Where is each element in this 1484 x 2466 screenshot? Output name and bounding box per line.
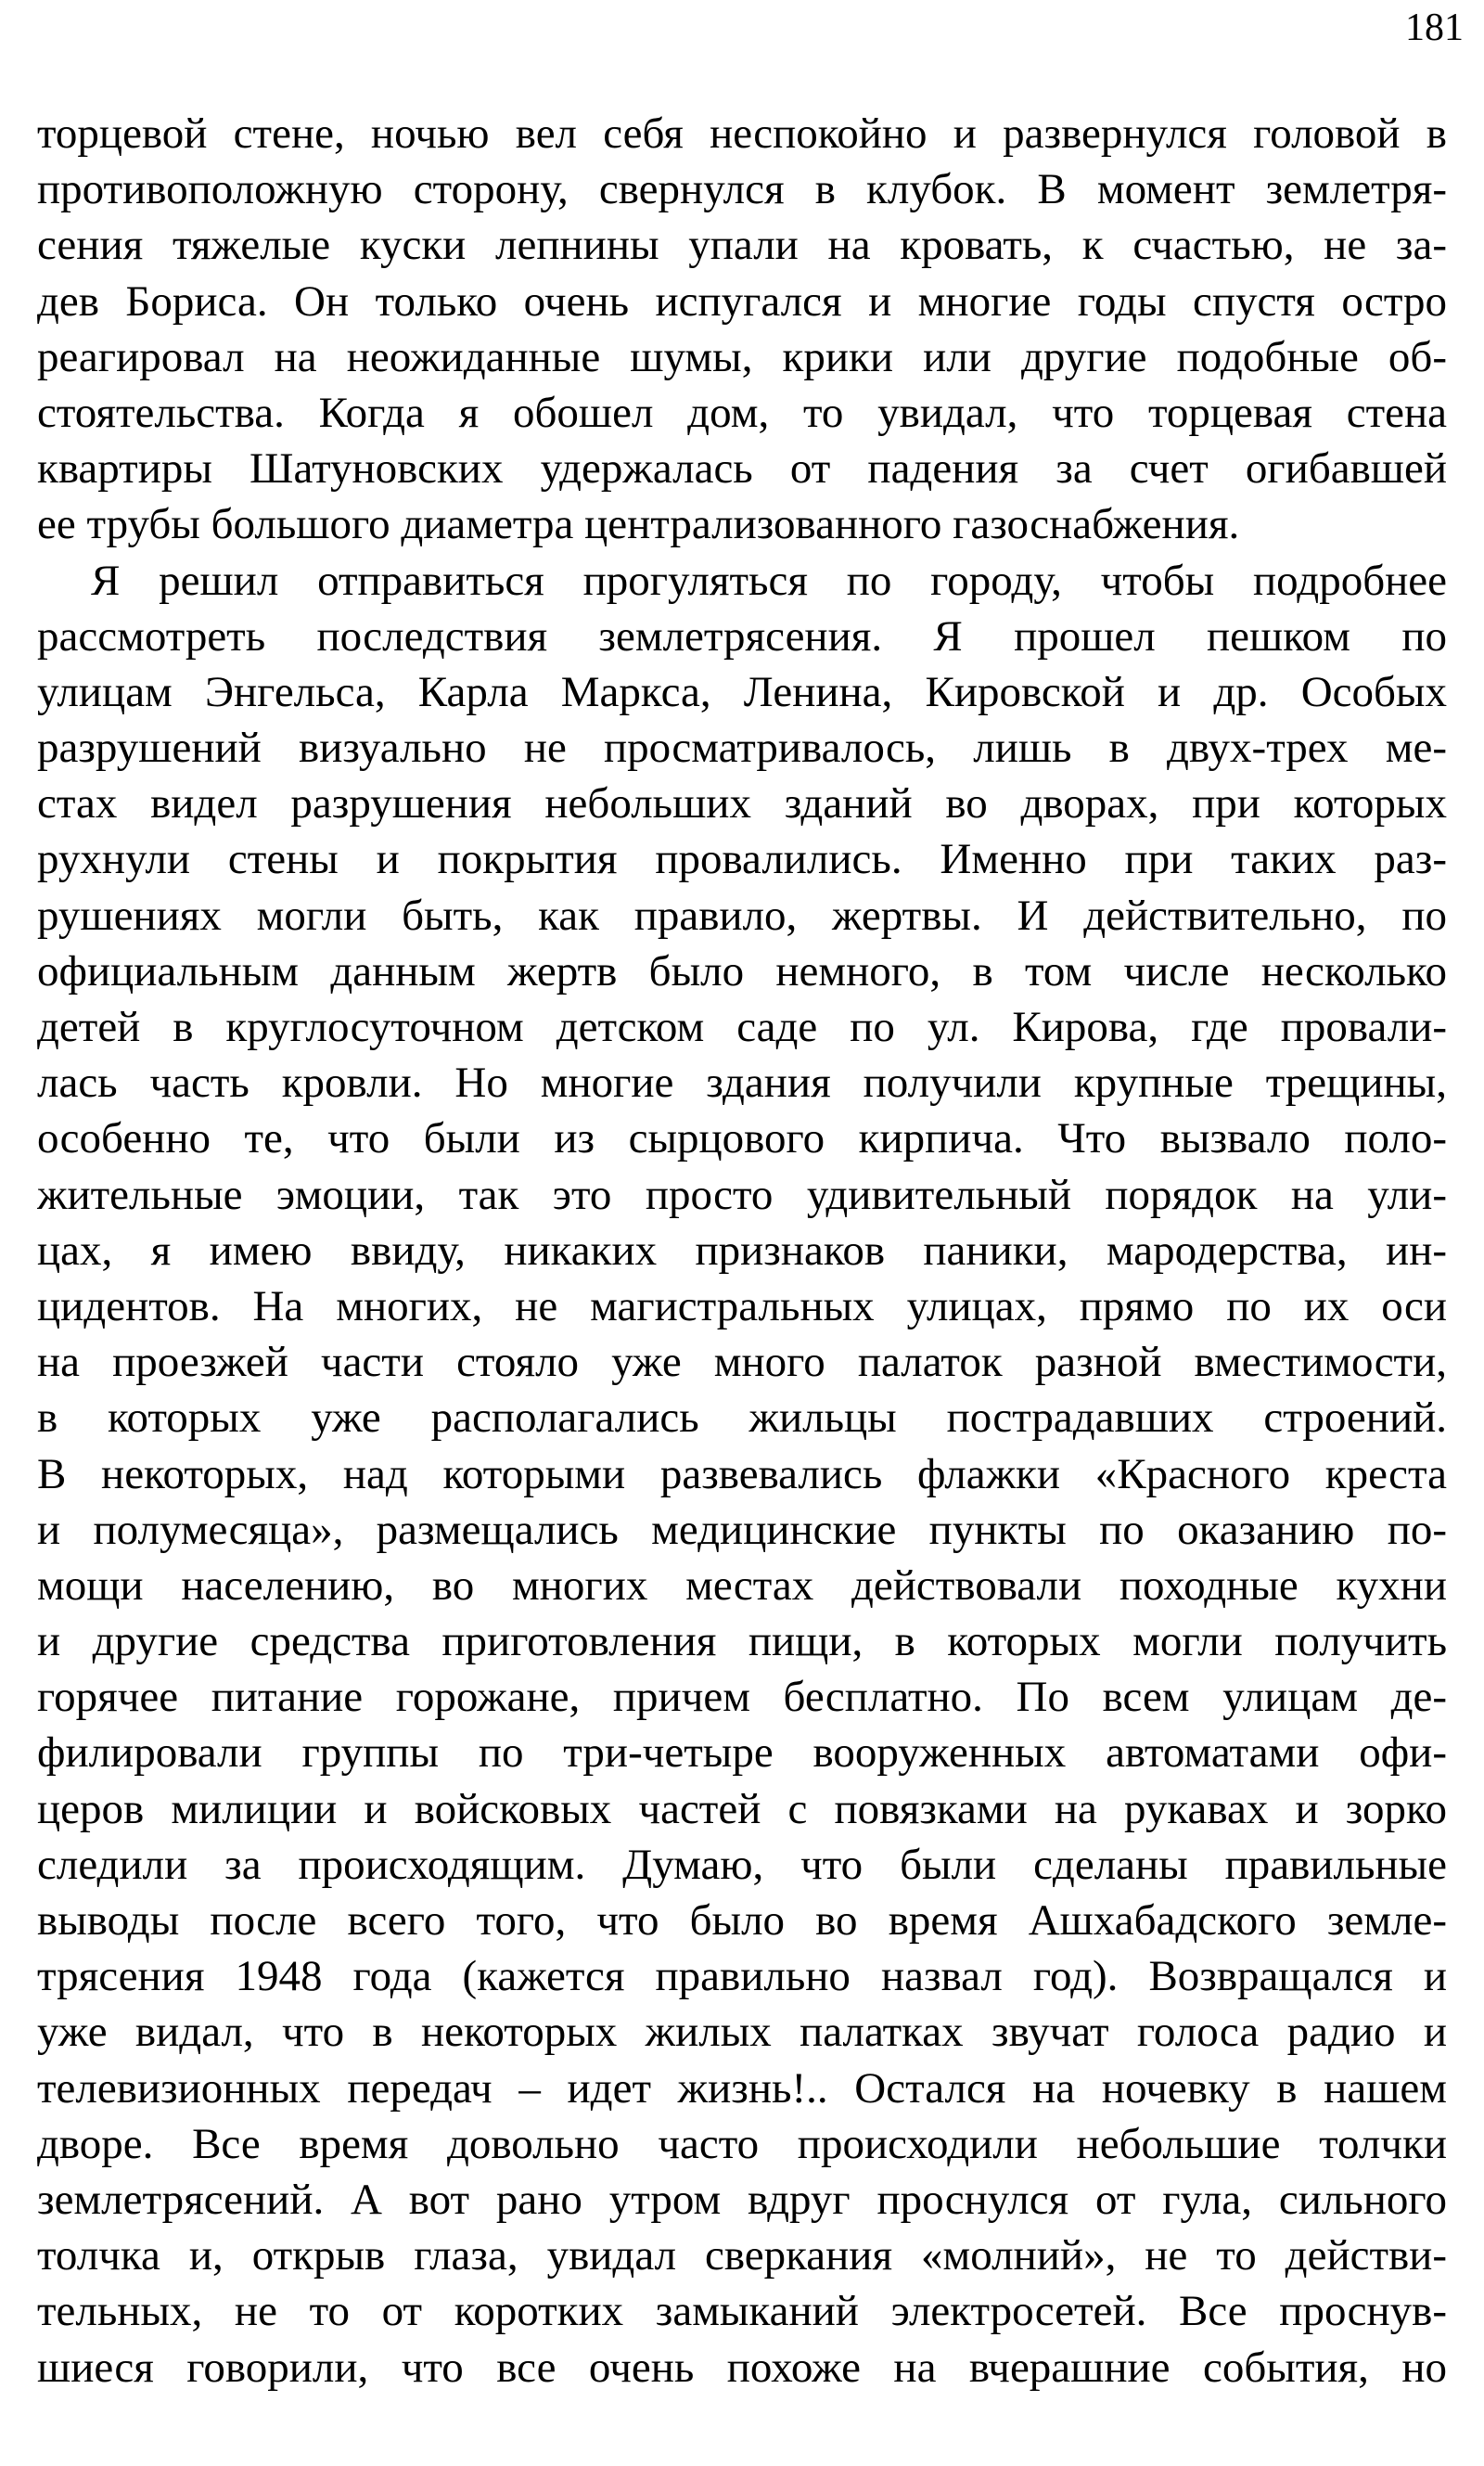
text-line: дворе. Все время довольно часто происходили небольшие толчки	[37, 2119, 1447, 2168]
text-line: на проезжей части стояло уже много палаток разной вместимости,	[37, 1338, 1447, 1387]
text-line: толчка и, открыв глаза, увидал сверкания «молний», не то действи-	[37, 2231, 1447, 2280]
paragraph-start-line: Я решил отправиться прогуляться по городу, чтобы подробнее	[91, 556, 1447, 605]
text-line: квартиры Шатуновских удержалась от падения за счет огибавшей	[37, 444, 1447, 494]
text-line: реагировал на неожиданные шумы, крики или другие подобные об-	[37, 332, 1447, 381]
text-line: противоположную сторону, свернулся в клубок. В момент землетря-	[37, 165, 1447, 214]
page-number: 181	[1405, 6, 1464, 49]
text-line: официальным данным жертв было немного, в том числе несколько	[37, 946, 1447, 995]
text-line: разрушений визуально не просматривалось, лишь в двух-трех ме-	[37, 724, 1447, 773]
text-line: землетрясений. А вот рано утром вдруг проснулся от гула, сильного	[37, 2175, 1447, 2224]
text-line: тельных, не то от коротких замыканий электросетей. Все проснув-	[37, 2287, 1447, 2336]
text-line: лась часть кровли. Но многие здания получили крупные трещины,	[37, 1059, 1447, 1108]
text-line: торцевой стене, ночью вел себя неспокойно и развернулся головой в	[37, 109, 1447, 158]
text-line: выводы после всего того, что было во время Ашхабадского земле-	[37, 1896, 1447, 1945]
text-line: и полумесяца», размещались медицинские пункты по оказанию по-	[37, 1505, 1447, 1554]
text-line: следили за происходящим. Думаю, что были сделаны правильные	[37, 1840, 1447, 1889]
text-line: филировали группы по три-четыре вооруженных автоматами офи-	[37, 1728, 1447, 1778]
text-line: сения тяжелые куски лепнины упали на кровать, к счастью, не за-	[37, 221, 1447, 270]
body-text	[37, 106, 1447, 2395]
text-line: трясения 1948 года (кажется правильно назвал год). Возвращался и	[37, 1952, 1447, 2001]
text-line: стах видел разрушения небольших зданий во дворах, при которых	[37, 779, 1447, 828]
text-line: шиеся говорили, что все очень похоже на вчерашние события, но	[37, 2343, 1447, 2392]
text-line: горячее питание горожане, причем бесплатно. По всем улицам де-	[37, 1673, 1447, 1722]
text-line: особенно те, что были из сырцового кирпича. Что вызвало поло-	[37, 1114, 1447, 1163]
text-line: жительные эмоции, так это просто удивительный порядок на ули-	[37, 1170, 1447, 1219]
text-line: мощи населению, во многих местах действовали походные кухни	[37, 1561, 1447, 1610]
text-line: В некоторых, над которыми развевались флажки «Красного креста	[37, 1449, 1447, 1498]
text-line: детей в круглосуточном детском саде по ул. Кирова, где провали-	[37, 1003, 1447, 1051]
text-line: телевизионных передач – идет жизнь!.. Остался на ночевку в нашем	[37, 2063, 1447, 2113]
text-line: в которых уже располагались жильцы пострадавших строений.	[37, 1394, 1447, 1443]
text-line: рассмотреть последствия землетрясения. Я прошел пешком по	[37, 611, 1447, 661]
text-line: цидентов. На многих, не магистральных улицах, прямо по их оси	[37, 1281, 1447, 1330]
text-line: цах, я имею ввиду, никаких признаков паники, мародерства, ин-	[37, 1226, 1447, 1275]
text-line: улицам Энгельса, Карла Маркса, Ленина, Кировской и др. Особых	[37, 667, 1447, 716]
text-line: церов милиции и войсковых частей с повязками на рукавах и зорко	[37, 1784, 1447, 1833]
text-line: стоятельства. Когда я обошел дом, то увидал, что торцевая стена	[37, 388, 1447, 437]
text-line: рушениях могли быть, как правило, жертвы. И действительно, по	[37, 891, 1447, 940]
text-line: рухнули стены и покрытия провалились. Именно при таких раз-	[37, 835, 1447, 884]
text-line: уже видал, что в некоторых жилых палатках звучат голоса радио и	[37, 2008, 1447, 2057]
text-line: и другие средства приготовления пищи, в которых могли получить	[37, 1617, 1447, 1666]
text-line: дев Бориса. Он только очень испугался и многие годы спустя остро	[37, 276, 1447, 326]
text-line: ее трубы большого диаметра централизованного газоснабжения.	[37, 500, 1240, 549]
